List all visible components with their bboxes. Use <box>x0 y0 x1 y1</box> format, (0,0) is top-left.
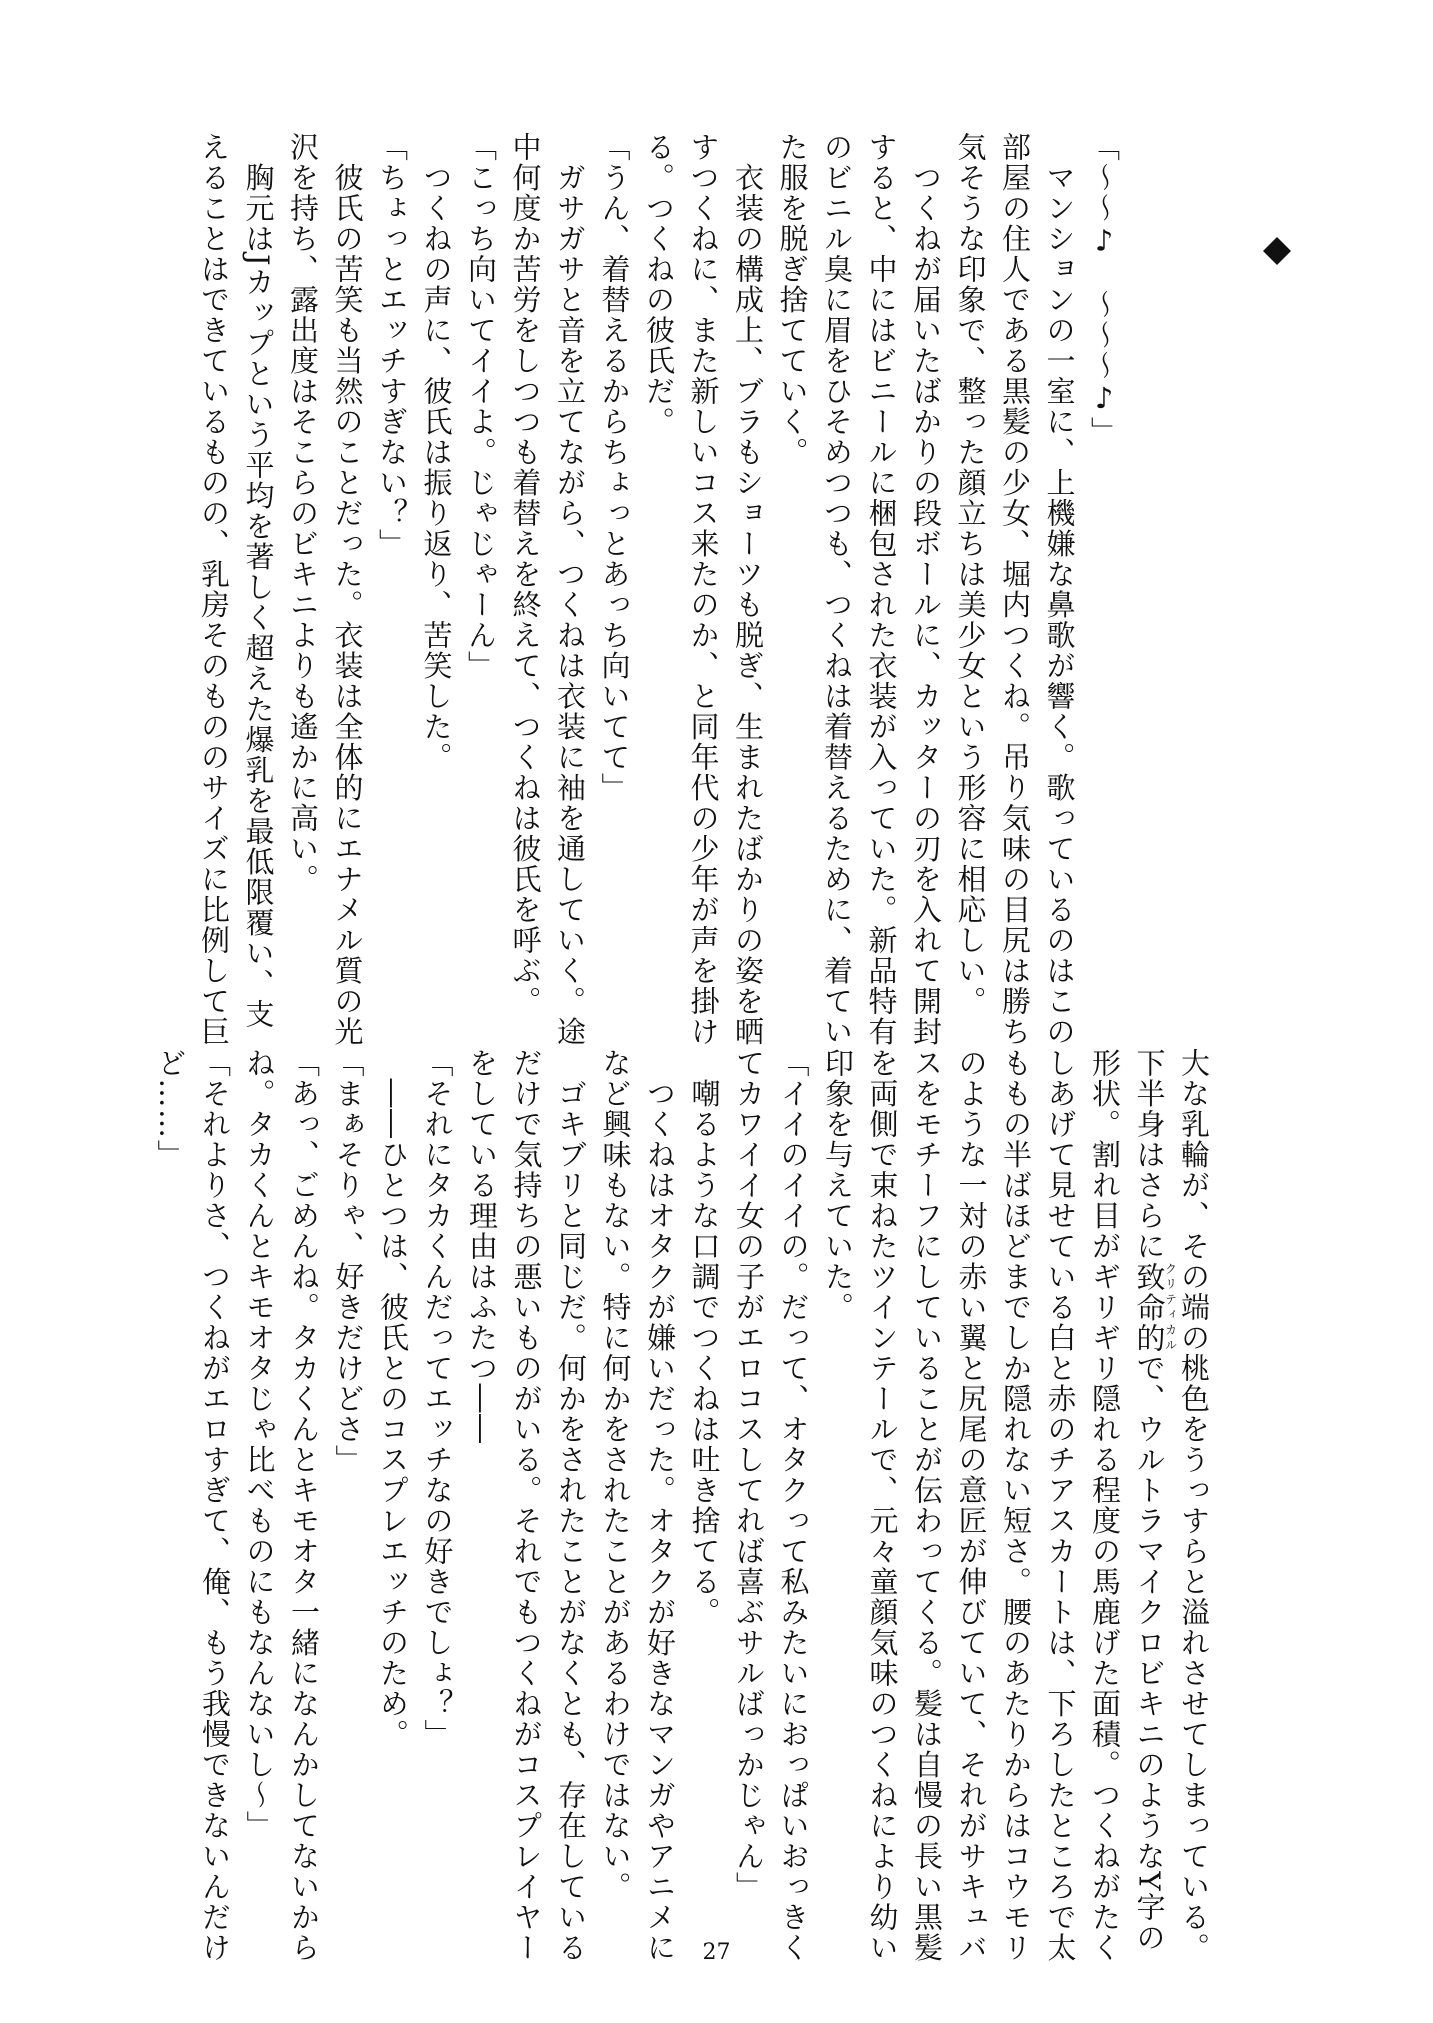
ruby-reading: クリティカル <box>1163 1261 1178 1353</box>
upper-text-block: 「〜〜♪ 〜〜〜♪」 マンションの一室に、上機嫌な鼻歌が響く。歌っているのはこの 部屋の住人である黒髪の少女、堀内つくね。吊り気味の目尻は勝ち 気そうな印象で、整った顔立ちは美少女という形容に相応しい。 つくねが届いたばかりの段ボールに、カッターの刃を入れて開封 すると、中にはビニールに梱包された衣装が入っていた。新品特有 のビニル臭に眉をひそめつつも、つくねは着替えるために、着てい た服を脱ぎ捨てていく。 衣装の構成上、ブラもショーツも脱ぎ、生まれたばかりの姿を晒 すつくねに、また新しいコス来たのか、と同年代の少年が声を掛け る。つくねの彼氏だ。 「うん、着替えるからちょっとあっち向いてて」 ガサガサと音を立てながら、つくねは衣装に袖を通していく。途 中何度か苦労をしつつも着替えを終えて、つくねは彼氏を呼ぶ。 「こっち向いてイイよ。じゃじゃーん」 つくねの声に、彼氏は振り返り、苦笑した。 「ちょっとエッチすぎない？」 彼氏の苦笑も当然のことだった。衣装は全体的にエナメル質の光 沢を持ち、露出度はそこらのビキニよりも遙かに高い。 胸元はJカップという平均を著しく超えた爆乳を最低限覆い、支 えることはできているものの、乳房そのもののサイズに比例して巨 <box>197 132 1121 1047</box>
lower-text-block: 大な乳輪が、その端の桃色をうっすらと溢れさせてしまっている。 下半身はさらに致命的クリティカルで、ウルトラマイクロビキニのようなY字の 形状。割れ目がギリギリ隠れる程度の馬鹿げた面積。つくねがたく しあげて見せている白と赤のチアスカートは、下ろしたところで太 ももの半ばほどまでしか隠れない短さ。腰のあたりからはコウモリ のような一対の赤い翼と尻尾の意匠が伸びていて、それがサキュバ スをモチーフにしていることが伝わってくる。髪は自慢の長い黒髪 を両側で束ねたツインテールで、元々童顔気味のつくねにより幼い 印象を与えていた。 「イイのイイの。だって、オタクって私みたいにおっぱいおっきく てカワイイ女の子がエロコスしてれば喜ぶサルばっかじゃん」 嘲るような口調でつくねは吐き捨てる。 つくねはオタクが嫌いだった。オタクが好きなマンガやアニメに など興味もない。特に何かをされたことがあるわけではない。 ゴキブリと同じだ。何かをされたことがなくとも、存在している だけで気持ちの悪いものがいる。それでもつくねがコスプレイヤー をしている理由はふたつ―― 「それにタカくんだってエッチなの好きでしょ？」 ――ひとつは、彼氏とのコスプレエッチのため。 「まぁそりゃ、好きだけどさ」 「あっ、ごめんね。タカくんとキモオタ一緒になんかしてないから ね。タカくんとキモオタじゃ比べものにもなんないし〜」 「それよりさ、つくねがエロすぎて、俺、もう我慢できないんだけ ど……」 <box>153 1048 1211 1963</box>
ruby-annotation: 致命的クリティカル <box>1132 1261 1178 1353</box>
page-number: 27 <box>702 1940 731 1965</box>
diamond-section-marker-icon <box>1262 236 1292 266</box>
